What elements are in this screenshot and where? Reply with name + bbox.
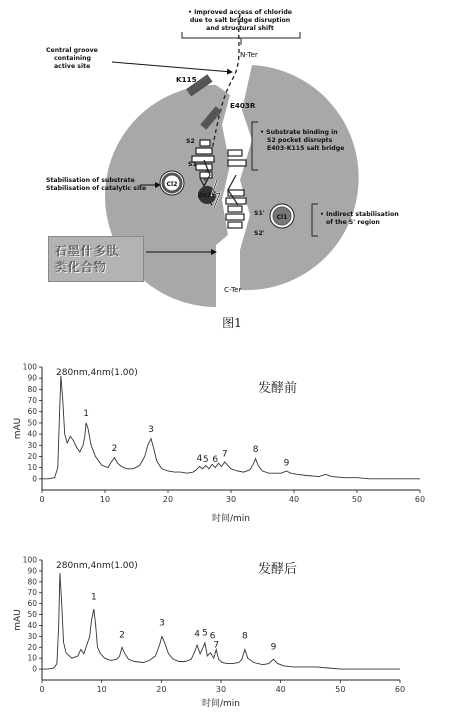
peak-label: 5 xyxy=(202,628,208,639)
y-tick-label: 10 xyxy=(27,463,37,473)
peak-label: 4 xyxy=(196,453,203,464)
chart-title: 发酵后 xyxy=(258,562,298,577)
series-line xyxy=(42,573,400,669)
central-groove-line3: active site xyxy=(54,63,91,70)
y-tick-label: 0 xyxy=(32,664,37,674)
x-axis-label: 时间/min xyxy=(211,514,251,524)
y-tick-label: 30 xyxy=(27,631,37,641)
chart-subtitle: 280nm,4nm(1.00) xyxy=(56,561,138,571)
s1-label: S1 xyxy=(188,161,197,168)
x-tick-label: 20 xyxy=(162,495,174,504)
improved-access-line1: • Improved access of chloride xyxy=(188,9,292,16)
cjk-label-line1: 石墨什多肽 xyxy=(55,244,121,258)
chart-title: 发酵前 xyxy=(258,381,298,396)
x-tick-label: 40 xyxy=(275,685,286,694)
peak-label: 3 xyxy=(148,424,154,435)
peak-label: 3 xyxy=(159,618,165,629)
y-tick-label: 90 xyxy=(27,373,37,383)
substrate-binding-line2: S2 pocket disrupts xyxy=(267,137,333,144)
y-tick-label: 80 xyxy=(27,384,37,394)
indirect-line1: • Indirect stabilisation xyxy=(320,211,399,218)
x-tick-label: 50 xyxy=(351,495,363,504)
s2p-label: S2' xyxy=(254,230,265,237)
x-tick-label: 60 xyxy=(414,495,426,504)
y-tick-label: 10 xyxy=(27,653,37,663)
peak-label: 9 xyxy=(283,458,290,469)
y-tick-label: 20 xyxy=(27,451,37,461)
y-tick-label: 100 xyxy=(22,362,37,372)
x-tick-label: 0 xyxy=(39,495,45,504)
s1p-label: S1' xyxy=(254,210,265,217)
y-tick-label: 40 xyxy=(27,620,37,630)
n-ter-label: N-Ter xyxy=(240,50,258,59)
y-tick-label: 50 xyxy=(27,610,37,620)
central-groove-line1: Central groove xyxy=(46,47,98,54)
peak-label: 8 xyxy=(252,444,259,455)
x-tick-label: 40 xyxy=(288,495,300,504)
peak-label: 7 xyxy=(221,449,228,460)
figure1-caption: 图1 xyxy=(222,316,242,330)
y-tick-label: 90 xyxy=(27,566,37,576)
k115-label: K115 xyxy=(176,75,197,84)
central-groove-line2: containing xyxy=(54,55,91,62)
y-tick-label: 40 xyxy=(27,429,37,439)
peak-label: 2 xyxy=(119,630,125,641)
x-tick-label: 60 xyxy=(394,685,406,694)
peak-label: 9 xyxy=(270,642,277,653)
y-tick-label: 30 xyxy=(27,440,37,450)
c-ter-label: C-Ter xyxy=(224,285,242,294)
peak-label: 7 xyxy=(213,640,220,651)
x-tick-label: 0 xyxy=(39,685,45,694)
x-tick-label: 10 xyxy=(99,495,111,504)
indirect-line2: of the S' region xyxy=(326,219,380,226)
x-tick-label: 10 xyxy=(96,685,107,694)
x-tick-label: 20 xyxy=(156,685,167,694)
zn-label: Zn2+ xyxy=(197,192,217,199)
substrate-binding-line3: E403-K115 salt bridge xyxy=(267,145,345,152)
y-tick-label: 60 xyxy=(27,407,37,417)
y-tick-label: 70 xyxy=(27,588,37,598)
x-tick-label: 30 xyxy=(225,495,237,504)
x-tick-label: 50 xyxy=(335,685,346,694)
substrate-binding-line1: • Substrate binding in xyxy=(260,129,338,136)
chart-subtitle: 280nm,4nm(1.00) xyxy=(56,368,138,378)
x-tick-label: 30 xyxy=(215,685,227,694)
x-axis-label: 时间/min xyxy=(201,699,241,709)
peak-label: 8 xyxy=(241,631,248,642)
peak-label: 6 xyxy=(212,455,219,466)
stabilisation-line1: Stabilisation of substrate xyxy=(46,177,135,184)
cjk-label-line2: 类化合物 xyxy=(55,260,108,274)
peak-label: 1 xyxy=(83,409,89,420)
cl2-label: Cl2 xyxy=(166,181,178,188)
y-tick-label: 80 xyxy=(27,577,37,587)
peak-label: 4 xyxy=(194,629,201,640)
y-tick-label: 100 xyxy=(22,555,37,565)
y-tick-label: 70 xyxy=(27,396,37,406)
peak-label: 6 xyxy=(209,631,216,642)
peak-label: 5 xyxy=(202,455,209,466)
cl1-label: Cl1 xyxy=(276,214,288,221)
stabilisation-line2: Stabilisation of catalytic site xyxy=(46,185,147,192)
improved-access-line2: due to salt bridge disruption xyxy=(189,17,291,24)
y-tick-label: 60 xyxy=(27,599,37,609)
e403r-label: E403R xyxy=(230,101,256,110)
y-tick-label: 20 xyxy=(27,642,37,652)
y-tick-label: 0 xyxy=(32,474,37,484)
peak-label: 1 xyxy=(91,592,97,603)
improved-access-line3: and structural shift xyxy=(206,25,274,32)
y-axis-label: mAU xyxy=(13,609,23,631)
y-axis-label: mAU xyxy=(13,417,23,440)
peak-label: 2 xyxy=(111,443,118,454)
y-tick-label: 50 xyxy=(27,418,37,428)
s2-label: S2 xyxy=(186,138,195,145)
